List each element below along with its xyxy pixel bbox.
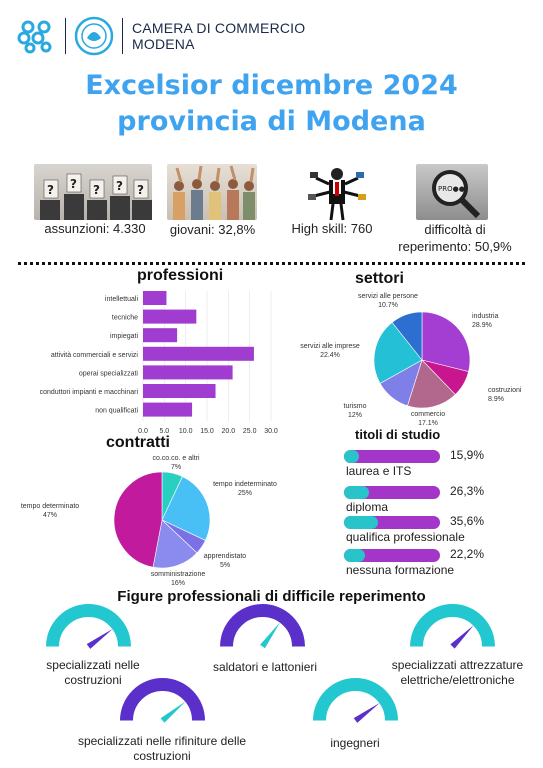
figure-label: specializzati nelle costruzioni xyxy=(46,658,140,687)
education-value: 35,6% xyxy=(450,514,485,528)
category-label: conduttori impianti e macchinari xyxy=(39,389,138,396)
slice-label: tempo indeterminato xyxy=(213,481,277,488)
kpi-giovani: giovani: 32,8% xyxy=(169,222,256,237)
titoli-heading: titoli di studio xyxy=(355,427,441,442)
gauge-needle xyxy=(260,622,280,648)
divider xyxy=(65,18,66,54)
education-label: qualifica professionale xyxy=(346,530,465,544)
bar xyxy=(143,291,166,305)
slice-label: co.co.co. e altri xyxy=(152,455,200,462)
education-value: 15,9% xyxy=(450,448,485,462)
slice-value: 25% xyxy=(237,490,253,497)
slice-value: 16% xyxy=(170,580,186,587)
slice-value: 7% xyxy=(170,464,182,471)
category-label: attività commerciali e servizi xyxy=(50,351,138,359)
slice-label: turismo xyxy=(343,403,367,410)
difficulty-gauge-icon xyxy=(120,678,205,727)
kpi-assunzioni: assunzioni: 4.330 xyxy=(44,221,146,236)
difficulty-gauge-icon xyxy=(220,604,305,653)
category-label: impiegati xyxy=(109,333,138,341)
slice-label: apprendistato xyxy=(203,553,247,560)
svg-text:?: ? xyxy=(70,177,77,191)
figure-label: ingegneri xyxy=(330,736,380,750)
figure-label: saldatori e lattonieri xyxy=(212,660,318,674)
category-label: intellettuali xyxy=(104,296,138,303)
svg-text:?: ? xyxy=(116,179,123,193)
gauge-needle xyxy=(160,701,185,722)
education-value: 26,3% xyxy=(450,484,485,498)
multitasking-businessman xyxy=(308,160,366,222)
figure-heading: Figure professionali di difficile reperimento xyxy=(117,588,426,605)
page-subtitle: provincia di Modena xyxy=(117,106,426,137)
svg-text:?: ? xyxy=(93,183,100,197)
slice-value: 17.1% xyxy=(418,420,438,427)
pie-slice xyxy=(114,472,162,567)
difficulty-gauge-icon xyxy=(313,678,398,727)
gauge-arc xyxy=(416,610,488,646)
education-label: nessuna formazione xyxy=(346,563,455,577)
dotted-divider xyxy=(18,262,525,265)
x-tick-label: 25.0 xyxy=(242,428,257,436)
slice-value: 10.7% xyxy=(378,302,398,309)
gauge-needle xyxy=(450,625,473,648)
education-bar xyxy=(344,450,440,463)
magnifying-glass-photo xyxy=(416,164,488,220)
logo-header xyxy=(18,16,318,58)
education-bar-fill xyxy=(344,549,365,562)
org-name-line2: MODENA xyxy=(132,36,195,52)
seal-icon xyxy=(74,16,114,56)
slice-label: servizi alle imprese xyxy=(300,343,360,350)
category-label: tecniche xyxy=(111,314,138,322)
category-label: non qualificati xyxy=(95,407,138,415)
bar xyxy=(143,328,177,342)
education-bar xyxy=(344,516,440,529)
education-label: diploma xyxy=(346,500,389,514)
x-tick-label: 5.0 xyxy=(159,428,170,436)
svg-text:?: ? xyxy=(47,183,54,197)
figure-label: specializzati nelle rifiniture delle costruzioni xyxy=(77,734,247,763)
gauge-needle xyxy=(353,702,379,722)
education-bar-fill xyxy=(344,450,359,463)
org-name-line1: CAMERA DI COMMERCIO xyxy=(132,20,306,36)
slice-label: tempo determinato xyxy=(20,503,80,510)
slice-label: servizi alle persone xyxy=(358,293,418,300)
bar xyxy=(143,310,196,324)
gauge-arc xyxy=(52,610,124,646)
bar xyxy=(143,365,233,379)
bar xyxy=(143,384,216,398)
category-label: operai specializzati xyxy=(78,370,138,378)
x-tick-label: 15.0 xyxy=(200,428,214,436)
kpi-difficolta: difficoltà di reperimento: 50,9% xyxy=(398,222,512,254)
professioni-bar-chart xyxy=(0,286,290,436)
education-value: 22,2% xyxy=(450,547,485,561)
bar xyxy=(143,347,254,361)
x-tick-label: 0.0 xyxy=(138,428,148,436)
divider xyxy=(122,18,123,54)
kpi-high-skill: High skill: 760 xyxy=(291,221,373,236)
difficulty-gauge-icon xyxy=(46,604,131,653)
education-bar xyxy=(344,486,440,499)
slice-value: 22.4% xyxy=(320,352,340,359)
education-bar-fill xyxy=(344,516,378,529)
x-tick-label: 20.0 xyxy=(221,428,236,436)
figure-label: specializzati attrezzature elettriche/elettroniche xyxy=(391,658,524,687)
slice-value: 8.9% xyxy=(488,396,504,403)
education-label: laurea e ITS xyxy=(346,464,412,478)
question-marks-photo xyxy=(34,164,152,220)
settori-heading: settori xyxy=(355,270,404,287)
slice-label: costruzioni xyxy=(488,387,522,394)
gauge-needle xyxy=(86,628,112,648)
slice-value: 47% xyxy=(42,512,58,519)
slice-value: 12% xyxy=(347,412,363,419)
x-tick-label: 30.0 xyxy=(264,428,278,436)
slice-label: industria xyxy=(472,313,499,320)
education-bar-fill xyxy=(344,486,369,499)
education-bar xyxy=(344,549,440,562)
slice-value: 28.9% xyxy=(472,322,492,329)
gauge-arc xyxy=(126,684,198,720)
page-title: Excelsior dicembre 2024 xyxy=(85,70,458,101)
slice-label: somministrazione xyxy=(150,571,206,578)
young-people-photo xyxy=(167,164,257,220)
contratti-pie-chart xyxy=(0,448,300,588)
bar xyxy=(143,403,192,417)
gauge-arc xyxy=(319,684,391,720)
slice-value: 5% xyxy=(219,562,231,569)
chamber-logo-icon xyxy=(18,18,58,54)
difficulty-gauge-icon xyxy=(410,604,495,653)
slice-label: commercio xyxy=(410,411,446,418)
x-tick-label: 10.0 xyxy=(178,428,193,436)
svg-text:?: ? xyxy=(137,183,144,197)
svg-text:PRO●●: PRO●● xyxy=(438,185,465,193)
contratti-heading: contratti xyxy=(106,434,170,451)
gauge-arc xyxy=(226,610,298,646)
settori-pie-chart xyxy=(300,288,543,430)
professioni-heading: professioni xyxy=(137,267,224,284)
